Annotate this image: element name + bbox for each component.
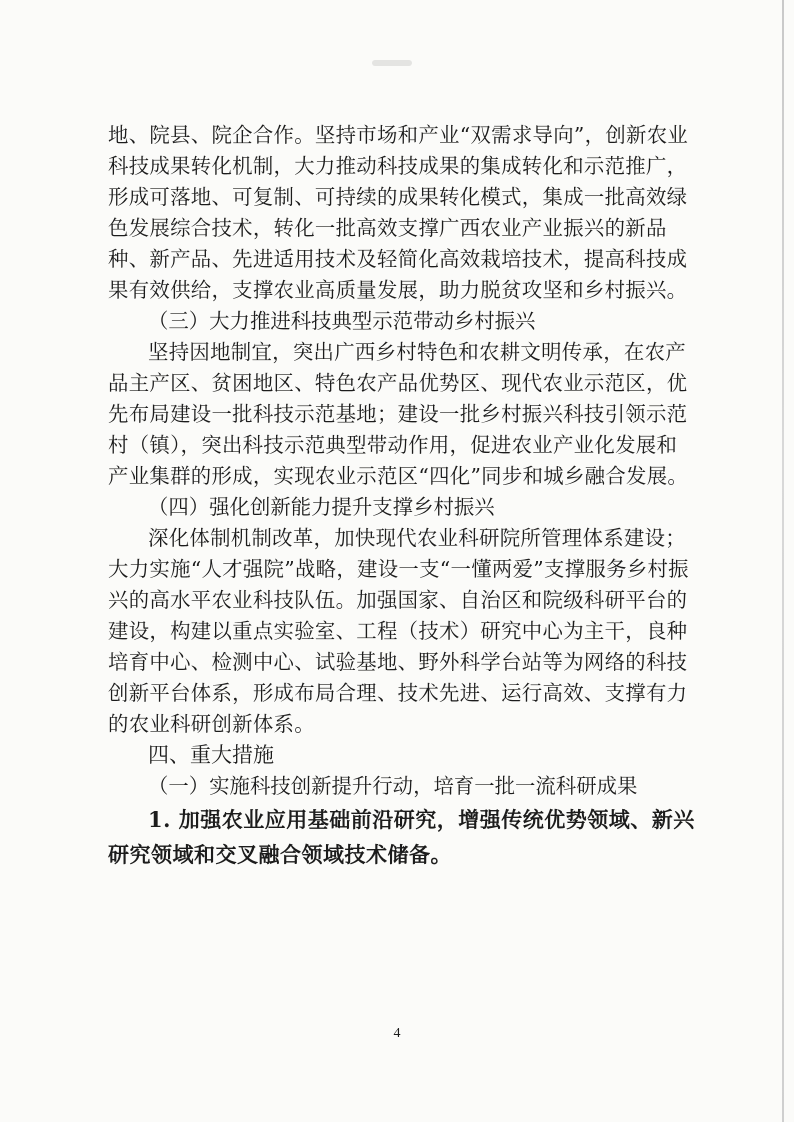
paragraph-line: 村（镇），突出科技示范典型带动作用，促进农业产业化发展和 bbox=[108, 433, 678, 457]
paragraph-line: 色发展综合技术，转化一批高效支撑广西农业产业振兴的新品 bbox=[108, 216, 667, 240]
paragraph-line: 形成可落地、可复制、可持续的成果转化模式，集成一批高效绿 bbox=[108, 185, 688, 209]
bold-item-line: 研究领域和交叉融合领域技术储备。 bbox=[108, 842, 452, 867]
paragraph-line: 创新平台体系，形成布局合理、技术先进、运行高效、支撑有力 bbox=[108, 681, 688, 705]
section-title: 四、重大措施 bbox=[148, 743, 274, 767]
paragraph-line: 兴的高水平农业科技队伍。加强国家、自治区和院级科研平台的 bbox=[108, 588, 688, 612]
paragraph-line: 建设，构建以重点实验室、工程（技术）研究中心为主干，良种 bbox=[108, 619, 688, 643]
paragraph-line: 先布局建设一批科技示范基地；建设一批乡村振兴科技引领示范 bbox=[108, 402, 688, 426]
paragraph-line: 深化体制机制改革，加快现代农业科研院所管理体系建设； bbox=[148, 526, 686, 550]
bold-item-line: 1. 加强农业应用基础前沿研究，增强传统优势领域、新兴 bbox=[148, 807, 695, 832]
header-mark bbox=[372, 60, 412, 66]
paragraph-line: 培育中心、检测中心、试验基地、野外科学台站等为网络的科技 bbox=[108, 650, 688, 674]
subheading-one: （一）实施科技创新提升行动，培育一批一流科研成果 bbox=[148, 774, 638, 798]
paragraph-line: 坚持因地制宜，突出广西乡村特色和农耕文明传承，在农产 bbox=[148, 340, 686, 364]
paragraph-line: 科技成果转化机制，大力推动科技成果的集成转化和示范推广， bbox=[108, 154, 688, 178]
paragraph-line: 大力实施“人才强院”战略，建设一支“一懂两爱”支撑服务乡村振 bbox=[108, 557, 689, 581]
paragraph-line: 品主产区、贫困地区、特色农产品优势区、现代农业示范区，优 bbox=[108, 371, 688, 395]
subheading-four: （四）强化创新能力提升支撑乡村振兴 bbox=[148, 495, 495, 519]
page-edge bbox=[782, 0, 784, 1122]
page-number: 4 bbox=[393, 1026, 401, 1041]
paragraph-line: 产业集群的形成，实现农业示范区“四化”同步和城乡融合发展。 bbox=[108, 464, 689, 488]
paragraph-line: 果有效供给，支撑农业高质量发展，助力脱贫攻坚和乡村振兴。 bbox=[108, 278, 688, 302]
paragraph-line: 的农业科研创新体系。 bbox=[108, 712, 315, 736]
document-body bbox=[108, 120, 695, 872]
subheading-three: （三）大力推进科技典型示范带动乡村振兴 bbox=[148, 309, 536, 333]
paragraph-line: 地、院县、院企合作。坚持市场和产业“双需求导向”，创新农业 bbox=[108, 123, 689, 147]
paragraph-line: 种、新产品、先进适用技术及轻简化高效栽培技术，提高科技成 bbox=[108, 247, 688, 271]
